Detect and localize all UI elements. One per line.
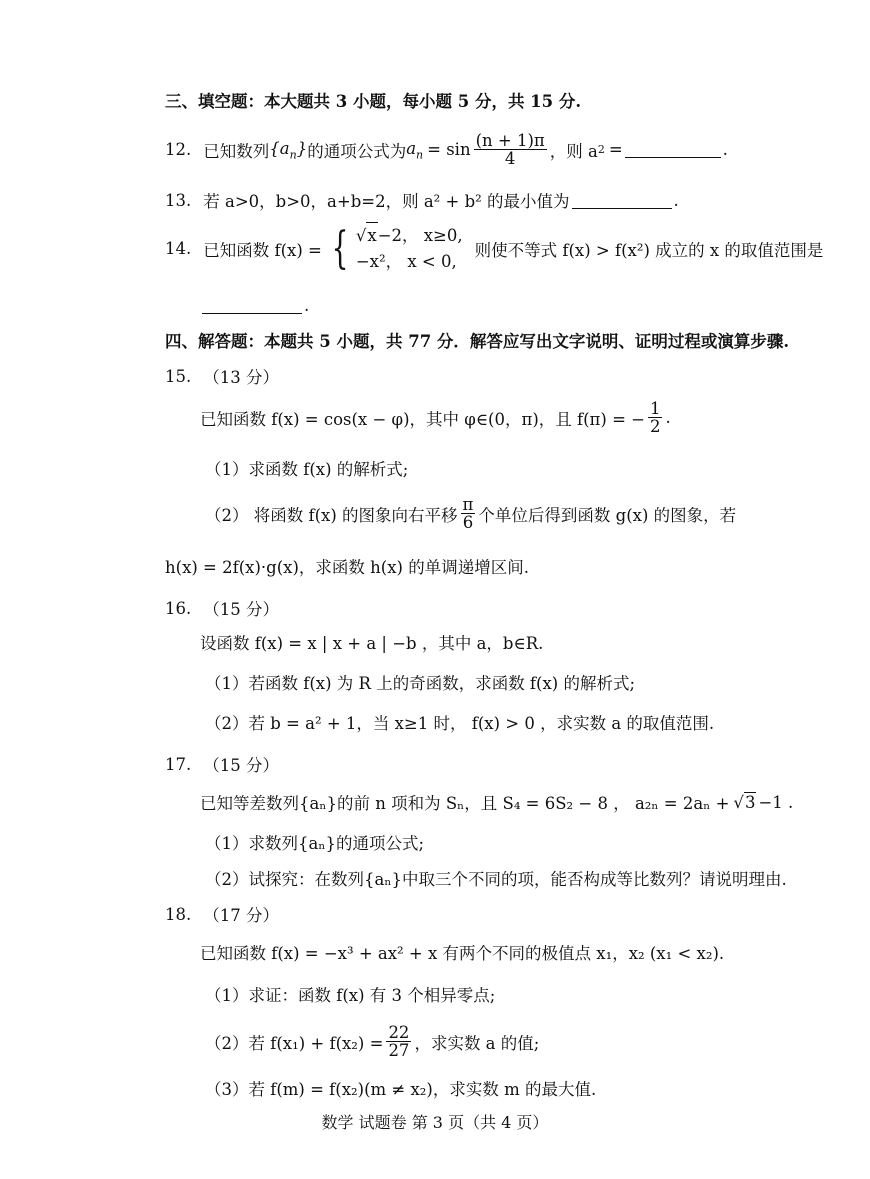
- question-15-part-1: （1）求函数 f(x) 的解析式;: [205, 460, 409, 479]
- q12-fraction: $\frac{(n + 1)\pi}{4}$: [475, 131, 545, 169]
- question-15-part-2-cont: h(x) = 2f(x)·g(x)，求函数 h(x) 的单调递增区间.: [165, 558, 529, 577]
- q14-answer-blank[interactable]: [202, 297, 302, 314]
- q12-answer-blank[interactable]: [625, 141, 721, 158]
- question-15-part-2: （2） 将函数 f(x) 的图象向右平移 $\frac{\pi}{6}$ 个单位后得到函数 g(x) 的图象，若: [205, 495, 737, 533]
- question-14: 14. 已知函数 f(x) = { √ x −2， x≥0, −x²， x < 0, 则使不等式 f(x) > f(x²) 成立的 x 的取值范围是: [165, 222, 824, 274]
- question-17-stem: 已知等差数列{aₙ}的前 n 项和为 Sₙ，且 S₄ = 6S₂ − 8 ， a₂ₙ = 2aₙ + √ 3 −1 .: [200, 792, 794, 813]
- question-17-part-1: （1）求数列{aₙ}的通项公式;: [205, 834, 425, 853]
- question-16-part-1: （1）若函数 f(x) 为 R 上的奇函数，求函数 f(x) 的解析式;: [205, 674, 636, 693]
- q15-shift-fraction: $\frac{\pi}{6}$: [462, 495, 474, 533]
- answer-section-title: 四、解答题：本题共 5 小题，共 77 分．解答应写出文字说明、证明过程或演算步骤.: [165, 332, 790, 351]
- left-brace-icon: {: [331, 222, 349, 274]
- question-16-header: 16. （15 分）: [165, 598, 279, 619]
- fill-section-title: 三、填空题：本大题共 3 小题，每小题 5 分，共 15 分.: [165, 92, 582, 111]
- question-15-header: 15. （13 分）: [165, 366, 279, 387]
- q18-fraction: $\frac{22}{27}$: [388, 1023, 410, 1061]
- page-footer: 数学 试题卷 第 3 页（共 4 页）: [321, 1113, 549, 1132]
- question-16-part-2: （2）若 b = a² + 1，当 x≥1 时， f(x) > 0 ，求实数 a 的取值范围.: [205, 714, 715, 733]
- question-13: 13. 若 a>0，b>0，a+b=2，则 a² + b² 的最小值为 .: [165, 190, 679, 211]
- question-18-header: 18. （17 分）: [165, 904, 279, 925]
- question-14-blank-line: .: [200, 296, 309, 315]
- question-16-stem: 设函数 f(x) = x | x + a | −b ，其中 a，b∈R.: [200, 634, 544, 653]
- question-18-part-1: （1）求证：函数 f(x) 有 3 个相异零点;: [205, 986, 496, 1005]
- sqrt-icon: √ 3: [733, 793, 756, 812]
- question-12: 12. 已知数列 $\{a_n\}$ 的通项公式为 $a_n$ = sin $\frac{(n + 1)\pi}{4}$ ，则 a 2 = .: [165, 131, 728, 169]
- question-17-part-2: （2）试探究：在数列{aₙ}中取三个不同的项，能否构成等比数列？请说明理由.: [205, 870, 787, 889]
- q13-answer-blank[interactable]: [572, 192, 672, 209]
- question-18-part-2: （2）若 f(x₁) + f(x₂) = $\frac{22}{27}$ ，求实数 a 的值;: [205, 1023, 540, 1061]
- sqrt-icon: √ x: [356, 222, 378, 249]
- question-17-header: 17. （15 分）: [165, 754, 279, 775]
- q15-fraction: $\frac{1}{2}$: [649, 399, 661, 437]
- q14-piecewise: { √ x −2， x≥0, −x²， x < 0,: [331, 222, 463, 274]
- question-18-stem: 已知函数 f(x) = −x³ + ax² + x 有两个不同的极值点 x₁，x₂ (x₁ < x₂).: [200, 944, 725, 963]
- question-15-stem: 已知函数 f(x) = cos(x − φ)，其中 φ∈(0，π)，且 f(π) = − $\frac{1}{2}$ .: [200, 399, 671, 437]
- question-18-part-3: （3）若 f(m) = f(x₂)(m ≠ x₂)，求实数 m 的最大值.: [205, 1080, 597, 1099]
